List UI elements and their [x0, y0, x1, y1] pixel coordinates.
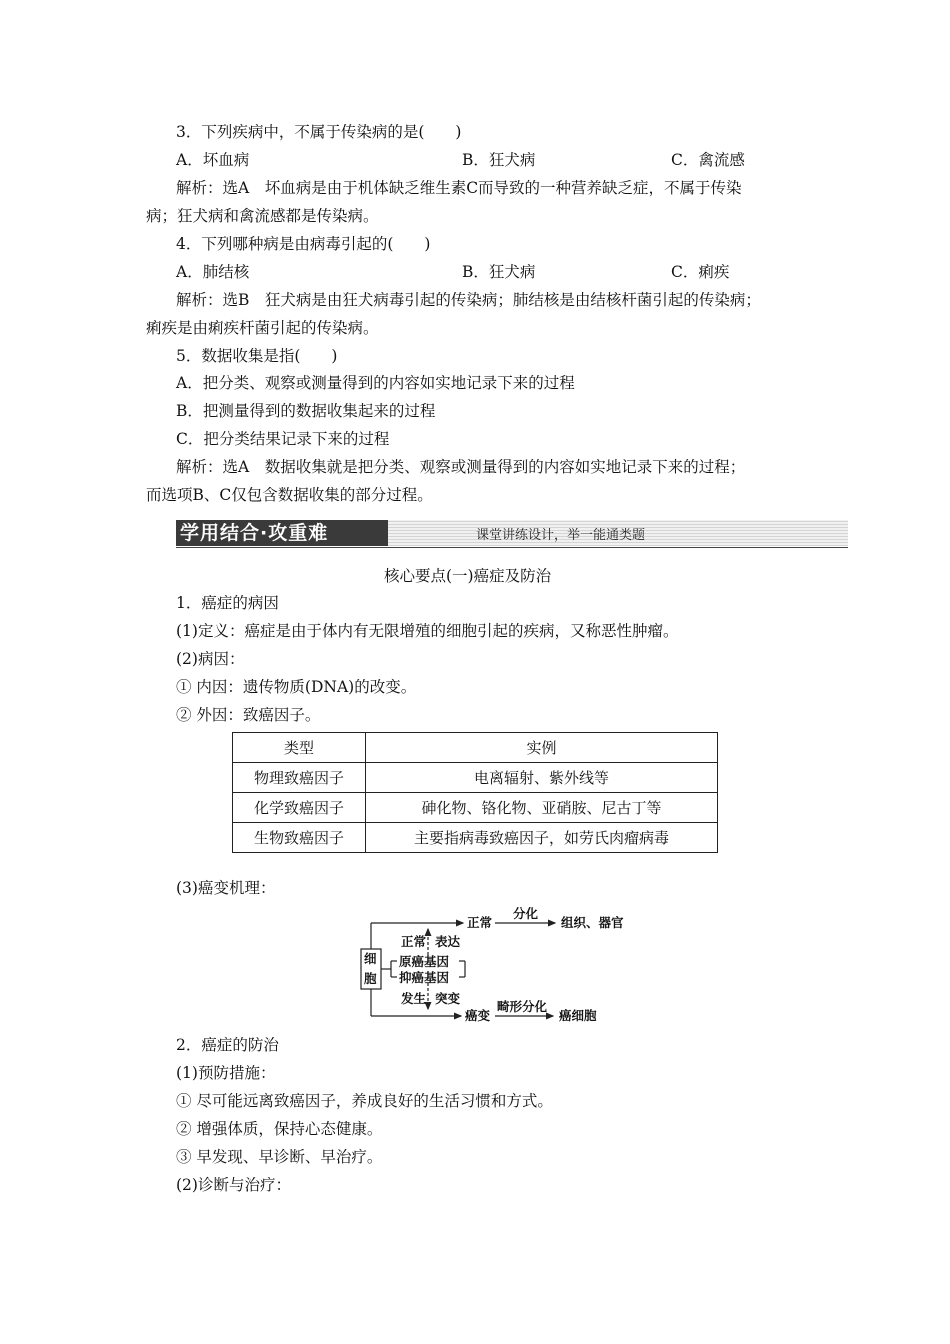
section-1-heading: 1．癌症的病因: [176, 594, 279, 612]
tumor-suppressor-label: 抑癌基因: [399, 970, 450, 985]
carcinogen-table: [232, 732, 718, 853]
table-cell: 化学致癌因子: [233, 793, 366, 823]
prevention-item-3: ③ 早发现、早诊断、早治疗。: [176, 1148, 383, 1166]
carcinogenesis-diagram: [355, 905, 635, 1030]
cell-label-top: 细: [364, 951, 377, 966]
q4-option-c: C．痢疾: [671, 263, 730, 281]
proto-oncogene-label: 原癌基因: [399, 954, 450, 969]
core-title: 核心要点(一)癌症及防治: [384, 567, 552, 585]
q3-analysis-cont: 病；狂犬病和禽流感都是传染病。: [146, 207, 379, 225]
mutate-label: 突变: [435, 991, 461, 1006]
table-cell: 主要指病毒致癌因子，如劳氏肉瘤病毒: [366, 823, 718, 853]
q3-option-b: B．狂犬病: [462, 151, 536, 169]
section-2-heading: 2．癌症的防治: [176, 1036, 279, 1054]
diagnosis-heading: (2)诊断与治疗：: [176, 1176, 291, 1194]
occur-label: 发生: [401, 991, 427, 1006]
prevention-item-2: ② 增强体质，保持心态健康。: [176, 1120, 383, 1138]
table-row: [233, 823, 718, 853]
table-row: [233, 763, 718, 793]
banner-rule: [176, 547, 848, 548]
q3-stem: 3．下列疾病中，不属于传染病的是( ): [176, 123, 462, 141]
cell-label-bottom: 胞: [364, 971, 377, 986]
table-header: 实例: [366, 733, 718, 763]
table-header-row: [233, 733, 718, 763]
inner-cause: ① 内因：遗传物质(DNA)的改变。: [176, 678, 417, 696]
cause-heading: (2)病因：: [176, 650, 245, 668]
q3-option-a: A．坏血病: [176, 151, 250, 169]
banner-title: 学用结合·攻重难: [176, 520, 392, 546]
normal-small-label: 正常: [401, 934, 427, 949]
q5-analysis-cont: 而选项B、C仅包含数据收集的部分过程。: [146, 486, 433, 504]
q5-option-a: A．把分类、观察或测量得到的内容如实地记录下来的过程: [176, 374, 575, 392]
prevention-item-1: ① 尽可能远离致癌因子，养成良好的生活习惯和方式。: [176, 1092, 553, 1110]
banner-subtitle: 课堂讲练设计，举一能通类题: [476, 528, 646, 543]
q5-analysis: 解析：选A 数据收集就是把分类、观察或测量得到的内容如实地记录下来的过程；: [176, 458, 746, 476]
q5-stem: 5．数据收集是指( ): [176, 347, 338, 365]
section-banner: [176, 520, 848, 548]
q5-option-b: B．把测量得到的数据收集起来的过程: [176, 402, 436, 420]
table-header: 类型: [233, 733, 366, 763]
table-cell: 生物致癌因子: [233, 823, 366, 853]
table-cell: 电离辐射、紫外线等: [366, 763, 718, 793]
tissue-organ-label: 组织、器官: [561, 915, 624, 930]
definition-line: (1)定义：癌症是由于体内有无限增殖的细胞引起的疾病，又称恶性肿瘤。: [176, 622, 679, 640]
abnormal-differentiation-label: 畸形分化: [497, 999, 548, 1014]
table-row: [233, 793, 718, 823]
q5-option-c: C．把分类结果记录下来的过程: [176, 430, 390, 448]
prevention-heading: (1)预防措施：: [176, 1064, 276, 1082]
q4-option-b: B．狂犬病: [462, 263, 536, 281]
outer-cause: ② 外因：致癌因子。: [176, 706, 321, 724]
table-cell: 砷化物、铬化物、亚硝胺、尼古丁等: [366, 793, 718, 823]
mechanism-heading: (3)癌变机理：: [176, 879, 276, 897]
q4-stem: 4．下列哪种病是由病毒引起的( ): [176, 235, 431, 253]
normal-label: 正常: [467, 915, 493, 930]
q3-analysis: 解析：选A 坏血病是由于机体缺乏维生素C而导致的一种营养缺乏症，不属于传染: [176, 179, 742, 197]
q4-analysis: 解析：选B 狂犬病是由狂犬病毒引起的传染病；肺结核是由结核杆菌引起的传染病；: [176, 291, 761, 309]
q4-analysis-cont: 痢疾是由痢疾杆菌引起的传染病。: [146, 319, 379, 337]
q3-option-c: C．禽流感: [671, 151, 745, 169]
cancer-cell-label: 癌细胞: [559, 1008, 597, 1023]
express-label: 表达: [435, 934, 461, 949]
differentiate-label: 分化: [513, 906, 539, 921]
cancerization-label: 癌变: [465, 1008, 491, 1023]
table-cell: 物理致癌因子: [233, 763, 366, 793]
q4-option-a: A．肺结核: [176, 263, 250, 281]
